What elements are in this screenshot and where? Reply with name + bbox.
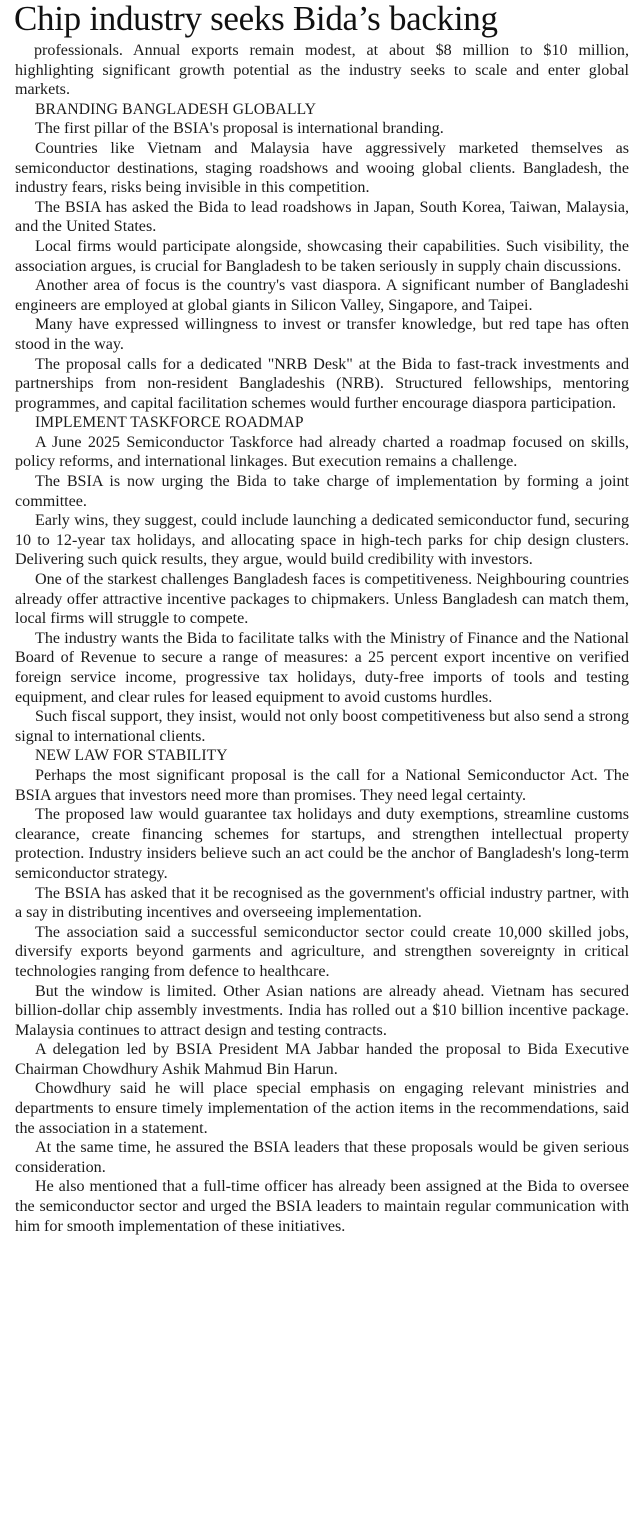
article-paragraph: Many have expressed willingness to invest or transfer knowledge, but red tape has often stood in the way.: [15, 316, 629, 353]
article-paragraph: The proposed law would guarantee tax holidays and duty exemptions, streamline customs clearance, create financing schemes for startups, and strengthen intellectual property protection. Industry insiders believe such an act could be the anchor of Bangladesh's long-term semiconductor strategy.: [15, 806, 629, 882]
article-paragraph: At the same time, he assured the BSIA leaders that these proposals would be given serious consideration.: [15, 1139, 629, 1176]
article-paragraph: But the window is limited. Other Asian nations are already ahead. Vietnam has secured billion-dollar chip assembly investments. India has rolled out a $10 billion incentive package. Malaysia continues to attract design and testing contracts.: [15, 982, 629, 1039]
article-paragraph: The proposal calls for a dedicated "NRB Desk" at the Bida to fast-track investments and partnerships from non-resident Bangladeshis (NRB). Structured fellowships, mentoring programmes, and capital facilitation schemes would further encourage diaspora participation.: [15, 355, 629, 412]
article-paragraph: Perhaps the most significant proposal is the call for a National Semiconductor Act. The BSIA argues that investors need more than promises. They need legal certainty.: [15, 766, 629, 804]
article-paragraph: Such fiscal support, they insist, would not only boost competitiveness but also send a strong signal to international clients.: [15, 708, 629, 745]
article-paragraph: professionals. Annual exports remain modest, at about $8 million to $10 million, highlighting significant growth potential as the industry seeks to scale and enter global markets.: [15, 42, 629, 99]
article-paragraph: He also mentioned that a full-time officer has already been assigned at the Bida to oversee the semiconductor sector and urged the BSIA leaders to maintain regular communication with him for smooth implementation of these initiatives.: [15, 1178, 629, 1235]
article-paragraph: Chowdhury said he will place special emphasis on engaging relevant ministries and departments to ensure timely implementation of the action items in the recommendations, said the association in a statement.: [15, 1080, 629, 1137]
article-paragraph: A delegation led by BSIA President MA Jabbar handed the proposal to Bida Executive Chairman Chowdhury Ashik Mahmud Bin Harun.: [15, 1041, 629, 1078]
section-subheading: IMPLEMENT TASKFORCE ROADMAP: [35, 414, 304, 432]
article-paragraph: The BSIA has asked the Bida to lead roadshows in Japan, South Korea, Taiwan, Malaysia, and the United States.: [15, 198, 629, 236]
section-subheading: NEW LAW FOR STABILITY: [35, 747, 228, 765]
article-paragraph: Local firms would participate alongside, showcasing their capabilities. Such visibility, the association argues, is crucial for Bangladesh to be taken seriously in supply chain discussions.: [15, 237, 629, 275]
article-paragraph: Another area of focus is the country's vast diaspora. A significant number of Bangladeshi engineers are employed at global giants in Silicon Valley, Singapore, and Taipei.: [15, 277, 629, 314]
article-body: [15, 41, 629, 1236]
article-headline: Chip industry seeks Bida’s backing: [14, 0, 498, 38]
article-paragraph: The association said a successful semiconductor sector could create 10,000 skilled jobs, diversify exports beyond garments and agriculture, and strengthen sovereignty in critical technologies ranging from defence to healthcare.: [15, 923, 629, 980]
article-paragraph: A June 2025 Semiconductor Taskforce had already charted a roadmap focused on skills, policy reforms, and international linkages. But execution remains a challenge.: [15, 433, 629, 471]
article-paragraph: Countries like Vietnam and Malaysia have aggressively marketed themselves as semiconductor destinations, staging roadshows and wooing global clients. Bangladesh, the industry fears, risks being invisible in this competition.: [15, 139, 629, 197]
section-subheading: BRANDING BANGLADESH GLOBALLY: [35, 100, 317, 118]
article-paragraph: One of the starkest challenges Bangladesh faces is competitiveness. Neighbouring countries already offer attractive incentive packages to chipmakers. Unless Bangladesh can match them, local firms will struggle to compete.: [15, 571, 629, 628]
article-paragraph: The first pillar of the BSIA's proposal is international branding.: [35, 120, 444, 138]
article-paragraph: The BSIA is now urging the Bida to take charge of implementation by forming a joint committee.: [15, 473, 629, 510]
article-paragraph: The BSIA has asked that it be recognised as the government's official industry partner, with a say in distributing incentives and overseeing implementation.: [15, 884, 629, 922]
article-paragraph: Early wins, they suggest, could include launching a dedicated semiconductor fund, securing 10 to 12-year tax holidays, and allocating space in high-tech parks for chip design clusters. Delivering such quick results, they argue, would build credibility with investors.: [15, 512, 629, 569]
article-paragraph: The industry wants the Bida to facilitate talks with the Ministry of Finance and the National Board of Revenue to secure a range of measures: a 25 percent export incentive on verified foreign service income, progressive tax holidays, duty-free imports of tools and testing equipment, and clear rules for leased equipment to avoid customs hurdles.: [15, 629, 629, 706]
